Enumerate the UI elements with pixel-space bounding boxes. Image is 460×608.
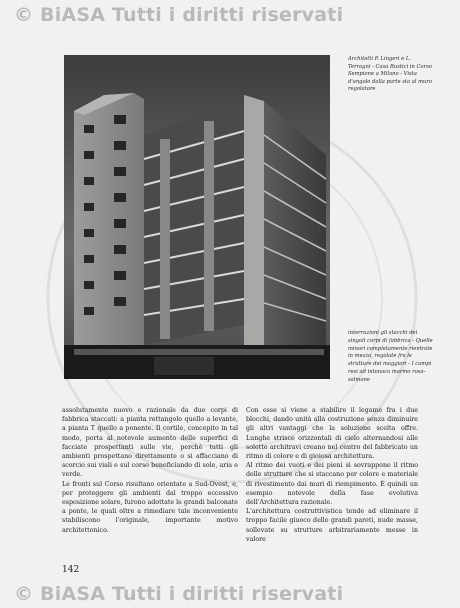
photo-caption: Architetti P. Lingeri e L. Terragni - Casa Rustici in Corso Sempione a Milano - Vista d'angolo dalla parte sta al muro regolatore xyxy=(348,56,432,93)
building-photograph xyxy=(64,55,330,379)
text-column-left xyxy=(62,406,238,535)
paragraph: Al ritmo dei vuoti e dei pieni si sovrappone il ritmo delle strutture che si staccano per colore e materiale di rivestimento dai muri di riempimento. È quindi un esempio notevole della fase evolutiva dell'Architettura razionale. xyxy=(246,462,418,507)
paragraph: Le fronti sul Corso risultano orientate a Sud-Ovest, e, per proteggere gli ambienti dal troppo eccessivo esposizione solare, furono adottate le grandi balconate a ponte, le quali oltre a rimediare tale inconveniente stabiliscono l'originale, importante motivo architettonico. xyxy=(62,480,238,534)
text-column-right xyxy=(246,406,418,544)
watermark-top: © BiASA Tutti i diritti riservati xyxy=(14,4,344,26)
paragraph: Con esse si viene a stabilire il legame fra i due blocchi, dando unità alla costruzione senza diminuire gli altri vantaggi che la soluzione scelta offre. Lunghe strisce orizzontali di cielo alternandosi alle solette architravi creano nel centro del fabbricato un ritmo di colore e di gioiosa architettura. xyxy=(246,407,418,461)
photo-side-caption: interruzioni gli stacchi dei singoli corpi di fabbrica - Quelle minori completamente rientrate in mezzo, regolate fra le strutture dei maggiori - I campi resi ad intonaco marmo rosa-salmone xyxy=(348,330,433,383)
page-number: 142 xyxy=(62,565,80,575)
paragraph: L'architettura costruttivistica tende ad eliminare il troppo facile giuoco delle grandi pareti, nude masse, sollevate su strutture arbitrariamente messe in valore xyxy=(246,508,418,543)
paragraph: assolutamente nuovo e razionale da due corpi di fabbrica staccati: a pianta rettangolo quello a levante, a pianta T quello a ponente. Il cortile, concepito in tal modo, porta al notevole aumento delle superfici di facciate prospettanti sulle vie, perchè tutti gli ambienti prospettano direttamente o si affacciano di scorcio sui viali e sul corso beneficiando di sole, aria e verde. xyxy=(62,407,238,479)
watermark-bottom: © BiASA Tutti i diritti riservati xyxy=(14,583,344,605)
